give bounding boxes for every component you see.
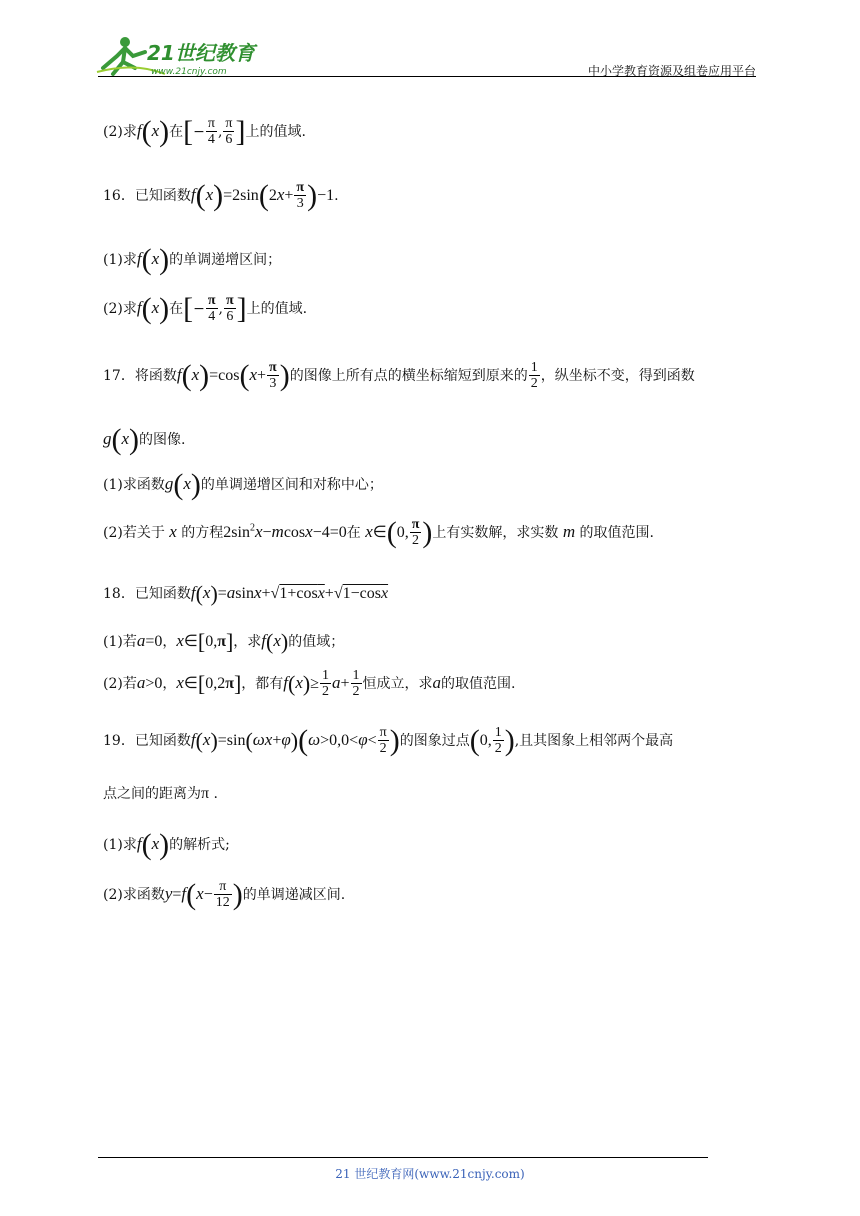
logo [95, 34, 260, 78]
svg-text:www.21cnjy.com: www.21cnjy.com [151, 67, 227, 77]
problem-17-cont: g(x)的图像. [103, 423, 186, 456]
problem-16-1: (1)求f(x)的单调递增区间； [103, 243, 282, 276]
header-rule [98, 76, 756, 77]
problem-18: 18．已知函数f(x)=asinx+√1+cosx+√1−cosx [103, 581, 389, 606]
problem-15-2: (2)求f(x)在[− $\frac{\pi}{4}$ , $\frac{\pi}{6}$ ]上的值域. [103, 114, 306, 148]
problem-16-2: (2)求f(x)在[− $\frac{\pi}{4}$ , $\frac{\pi}{6}$ ]上的值域. [103, 291, 308, 325]
header-tagline: 中小学教育资源及组卷应用平台 [587, 64, 756, 78]
footer-rule [98, 1157, 708, 1158]
problem-18-2: (2)若a>0，x∈[0,2π]，都有f(x)≥ $\frac{1}{2}$ a+ $\frac{1}{2}$ 恒成立，求a的取值范围. [103, 668, 516, 700]
problem-19-2: (2)求函数y=f(x− $\frac{\pi}{12}$ )的单调递减区间. [103, 877, 346, 911]
problem-17-1: (1)求函数g(x)的单调递增区间和对称中心； [103, 468, 383, 501]
problem-19-cont: 点之间的距离为π . [103, 785, 218, 802]
problem-19-1: (1)求f(x)的解析式; [103, 828, 230, 861]
svg-text:21世纪教育: 21世纪教育 [147, 41, 255, 65]
problem-19: 19．已知函数f(x)=sin(ωx+φ)(ω>0,0<φ< $\frac{\pi}{2}$ )的图象过点(0, $\frac{1}{2}$ ),且其图象上相邻两个最高 [103, 723, 674, 757]
problem-18-1: (1)若a=0，x∈[0,π]，求f(x)的值域； [103, 629, 345, 654]
problem-16: 16．已知函数f(x)=2sin(2x+ $\frac{\pi}{3}$ )−1. [103, 178, 339, 212]
problem-17: 17．将函数f(x)=cos(x+ $\frac{\pi}{3}$ )的图像上所有点的横坐标缩短到原来的 $\frac{1}{2}$ ，纵坐标不变，得到函数 [103, 358, 695, 392]
problem-17-2: (2)若关于 x 的方程$2\sin^2x-mcosx-4=0$在 x∈(0, $\frac{\pi}{2}$ )上有实数解，求实数 m 的取值范围. [103, 515, 654, 549]
footer-link[interactable]: 21 世纪教育网(www.21cnjy.com) [335, 1167, 525, 1181]
